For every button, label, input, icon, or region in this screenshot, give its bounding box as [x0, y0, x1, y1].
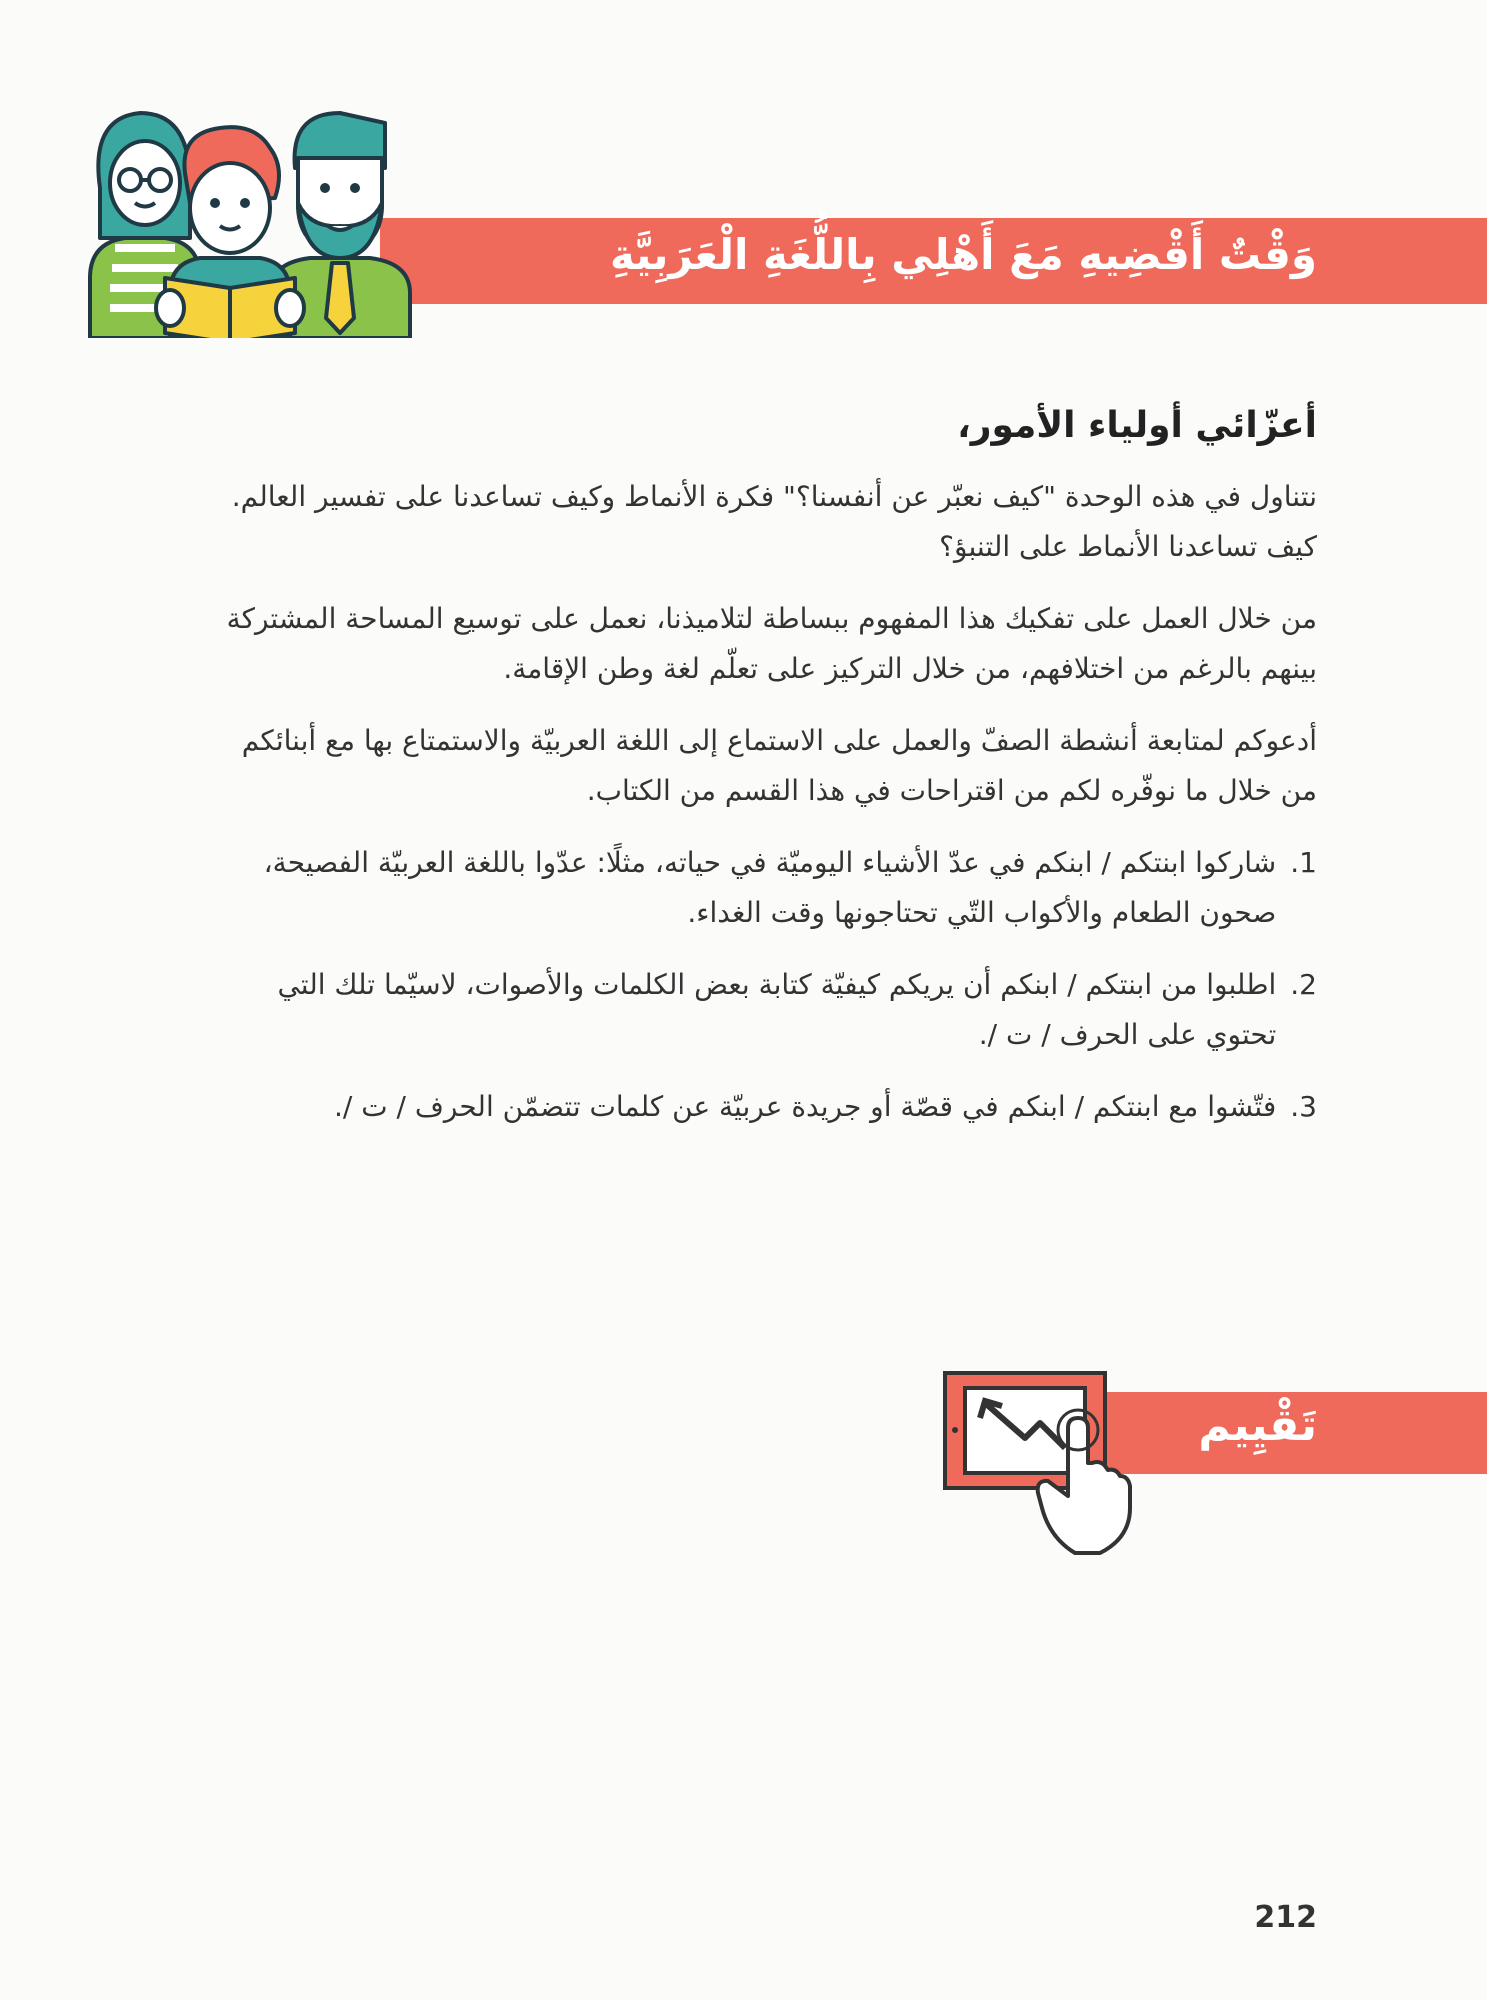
list-item-text: اطلبوا من ابنتكم / ابنكم أن يريكم كيفيّة كتابة بعض الكلمات والأصوات، لاسيّما تلك التي تحتوي على الحرف / ت /.	[277, 968, 1277, 1051]
page-number: 212	[1254, 1900, 1317, 1935]
letter-greeting: أعزّائي أولياء الأمور،	[957, 405, 1317, 446]
letter-paragraph: من خلال العمل على تفكيك هذا المفهوم ببساطة لتلاميذنا، نعمل على توسيع المساحة المشتركة بينهم بالرغم من اختلافهم، من خلال التركيز على تعلّم لغة وطن الإقامة.	[226, 602, 1317, 685]
evaluation-title: تَقْيِيم	[1198, 1400, 1317, 1451]
parents-letter	[207, 405, 1317, 1154]
section-header-banner	[380, 218, 1487, 304]
list-item	[207, 1082, 1317, 1132]
list-item-number: 1.	[1290, 846, 1317, 879]
family-reading-icon	[70, 108, 420, 338]
list-item-number: 3.	[1290, 1090, 1317, 1123]
section-header-title: وَقْتٌ أَقْضِيهِ مَعَ أَهْلِي بِاللُّغَةِ الْعَرَبِيَّةِ	[610, 230, 1317, 279]
list-item-number: 2.	[1290, 968, 1317, 1001]
suggestions-list	[207, 838, 1317, 1132]
evaluation-banner	[1100, 1392, 1487, 1474]
list-item	[207, 838, 1317, 938]
list-item	[207, 960, 1317, 1060]
tablet-chart-touch-icon	[940, 1368, 1140, 1558]
letter-paragraph: نتناول في هذه الوحدة "كيف نعبّر عن أنفسنا؟" فكرة الأنماط وكيف تساعدنا على تفسير العالم. كيف تساعدنا الأنماط على التنبؤ؟	[231, 480, 1317, 563]
list-item-text: شاركوا ابنتكم / ابنكم في عدّ الأشياء اليوميّة في حياته، مثلًا: عدّوا باللغة العربيّة الفصيحة، صحون الطعام والأكواب التّي تحتاجونها وقت الغداء.	[263, 846, 1277, 929]
letter-paragraph: أدعوكم لمتابعة أنشطة الصفّ والعمل على الاستماع إلى اللغة العربيّة والاستمتاع بها مع أبنائكم من خلال ما نوفّره لكم من اقتراحات في هذا القسم من الكتاب.	[241, 724, 1317, 807]
list-item-text: فتّشوا مع ابنتكم / ابنكم في قصّة أو جريدة عربيّة عن كلمات تتضمّن الحرف / ت /.	[334, 1090, 1277, 1123]
